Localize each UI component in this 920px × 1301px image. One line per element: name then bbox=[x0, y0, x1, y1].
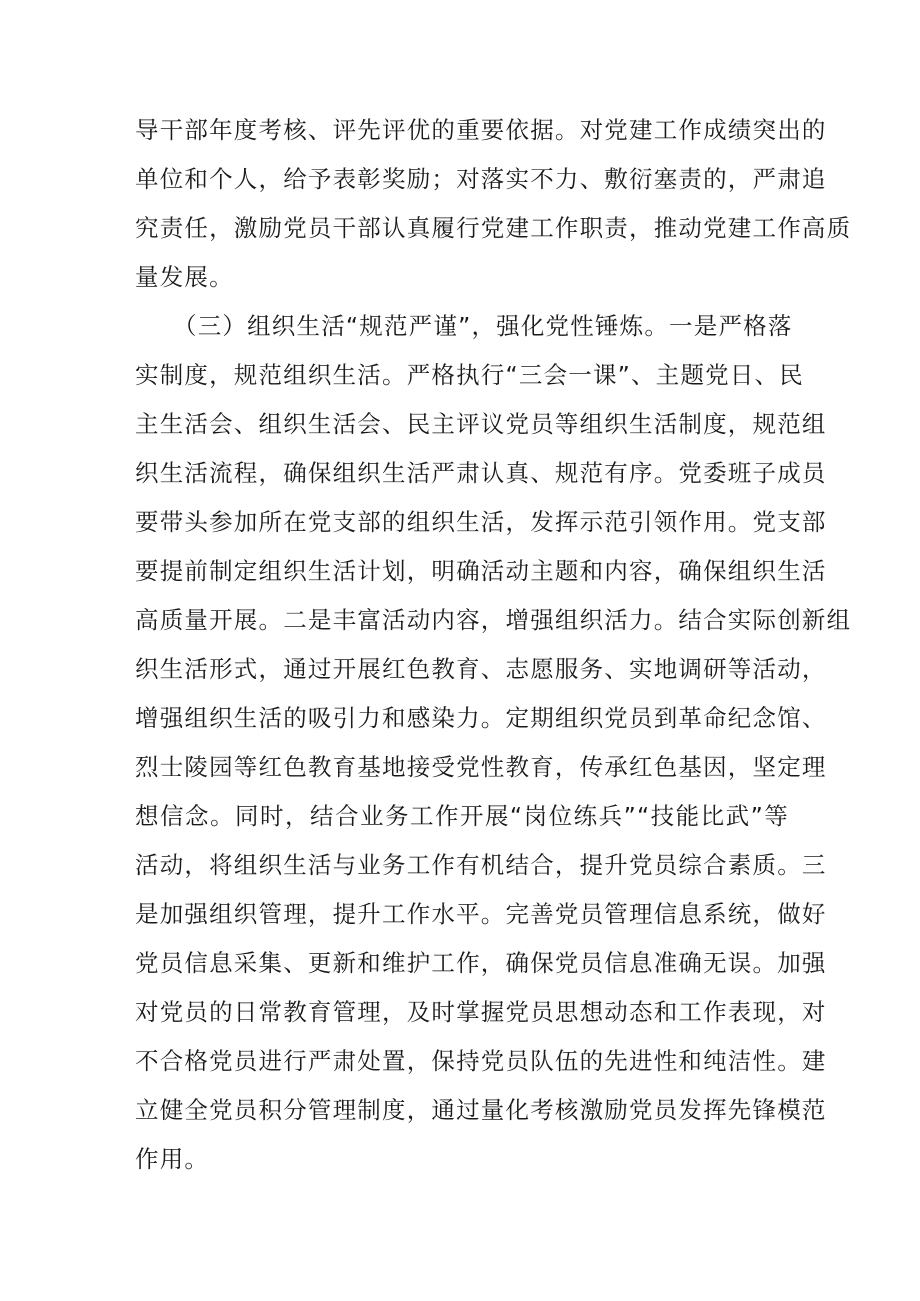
paragraph-line: 织生活流程，确保组织生活严肃认真、规范有序。党委班子成员 bbox=[135, 459, 827, 487]
paragraph-line: 主生活会、组织生活会、民主评议党员等组织生活制度，规范组 bbox=[135, 410, 827, 438]
paragraph-line: 烈士陵园等红色教育基地接受党性教育，传承红色基因，坚定理 bbox=[135, 753, 827, 781]
paragraph-line: 增强组织生活的吸引力和感染力。定期组织党员到革命纪念馆、 bbox=[135, 704, 827, 732]
paragraph-line: 不合格党员进行严肃处置，保持党员队伍的先进性和纯洁性。建 bbox=[135, 1047, 827, 1075]
paragraph-line: 导干部年度考核、评先评优的重要依据。对党建工作成绩突出的 bbox=[135, 116, 827, 144]
paragraph-line: 织生活形式，通过开展红色教育、志愿服务、实地调研等活动， bbox=[135, 655, 827, 683]
paragraph-line: 究责任，激励党员干部认真履行党建工作职责，推动党建工作高质 bbox=[135, 214, 852, 242]
paragraph-line: 量发展。 bbox=[135, 263, 234, 291]
paragraph-line: 党员信息采集、更新和维护工作，确保党员信息准确无误。加强 bbox=[135, 949, 827, 977]
paragraph-line: 高质量开展。二是丰富活动内容，增强组织活力。结合实际创新组 bbox=[135, 606, 852, 634]
paragraph-line: 活动，将组织生活与业务工作有机结合，提升党员综合素质。三 bbox=[135, 851, 827, 879]
paragraph-line: 对党员的日常教育管理，及时掌握党员思想动态和工作表现，对 bbox=[135, 998, 827, 1026]
paragraph-line: 作用。 bbox=[135, 1145, 210, 1173]
paragraph-line: 实制度，规范组织生活。严格执行“三会一课”、主题党日、民 bbox=[135, 361, 804, 389]
paragraph-line: 立健全党员积分管理制度，通过量化考核激励党员发挥先锋模范 bbox=[135, 1096, 827, 1124]
paragraph-line: 想信念。同时，结合业务工作开展“岗位练兵”“技能比武”等 bbox=[135, 802, 789, 830]
paragraph-line: 是加强组织管理，提升工作水平。完善党员管理信息系统，做好 bbox=[135, 900, 827, 928]
paragraph-line: 要带头参加所在党支部的组织生活，发挥示范引领作用。党支部 bbox=[135, 508, 827, 536]
section-heading-line: （三）组织生活“规范严谨”，强化党性锤炼。一是严格落 bbox=[173, 312, 793, 340]
paragraph-line: 单位和个人，给予表彰奖励；对落实不力、敷衍塞责的，严肃追 bbox=[135, 165, 827, 193]
paragraph-line: 要提前制定组织生活计划，明确活动主题和内容，确保组织生活 bbox=[135, 557, 827, 585]
